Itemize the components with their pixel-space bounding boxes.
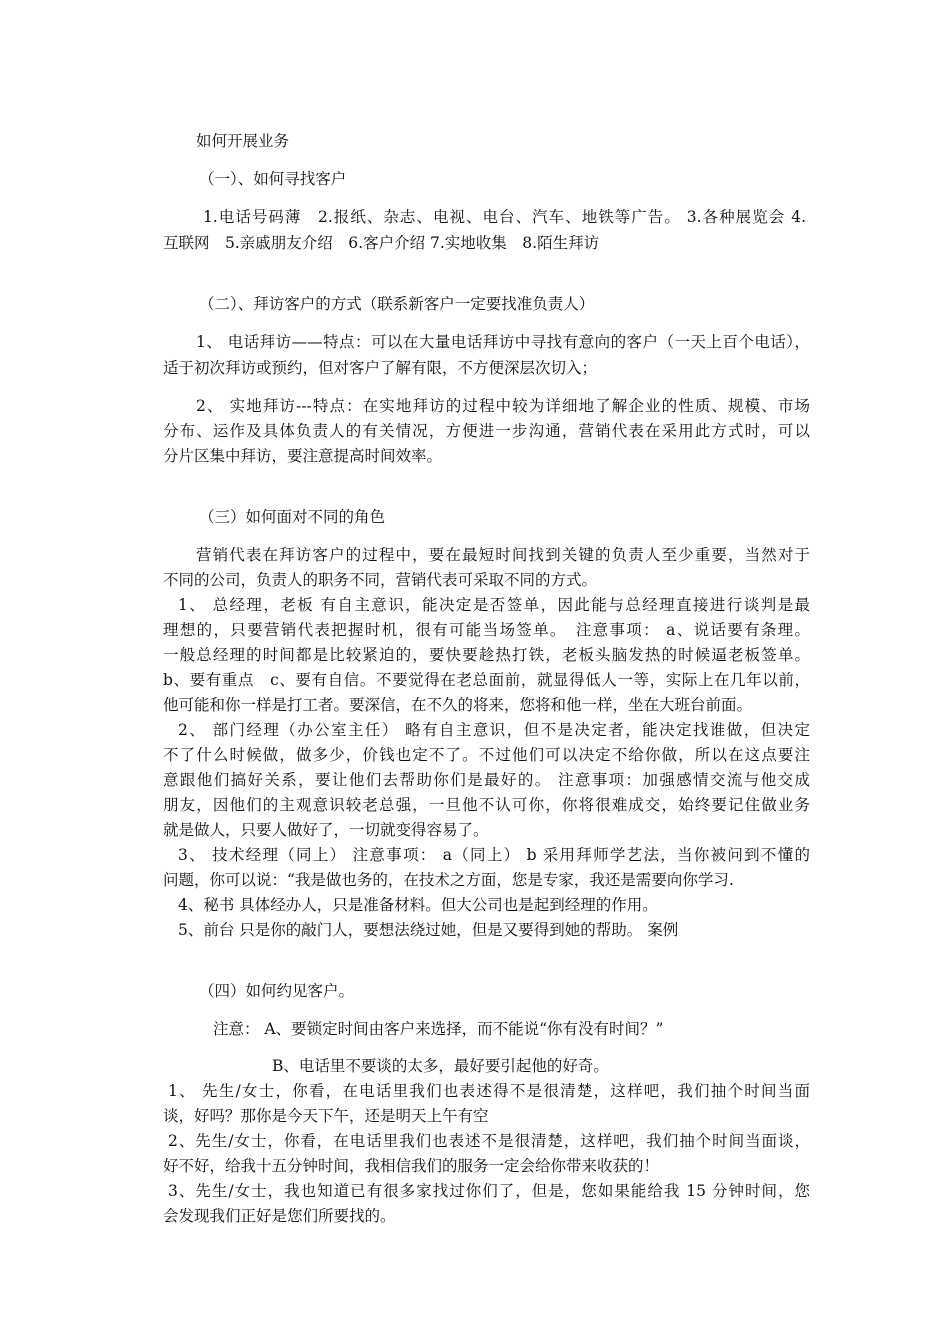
section4-item3-line-2: 会发现我们正好是您们所要找的。	[163, 1207, 396, 1225]
section1-heading: （一）、如何寻找客户	[199, 170, 347, 188]
section2-heading: （二）、拜访客户的方式（联系新客户一定要找准负责人）	[199, 295, 595, 313]
section4-item1-line-2: 谈，好吗？那你是今天下午，还是明天上午有空	[163, 1107, 489, 1125]
section4-item2-line-2: 好不好，给我十五分钟时间，我相信我们的服务一定会给你带来收获的！	[163, 1157, 660, 1175]
section3-intro-line-1: 营销代表在拜访客户的过程中，要在最短时间找到关键的负责人至少重要，当然对于	[196, 546, 810, 564]
document-title: 如何开展业务	[196, 132, 290, 150]
section3-item1-line-5: 他可能和你一样是打工者。要深信，在不久的将来，您将和他一样，坐在大班台前面。	[163, 696, 753, 714]
section3-item2-line-4: 朋友，因他们的主观意识较老总强，一旦他不认可你，你将很难成交，始终要记住做业务	[163, 796, 810, 814]
section2-item2-line-3: 分片区集中拜访，要注意提高时间效率。	[163, 447, 443, 465]
section3-item1-line-4: b、要有重点 c、要有自信。不要觉得在老总面前，就显得低人一等，实际上在几年以前，	[163, 671, 810, 689]
section4-note-b: B、电话里不要谈的太多，最好要引起他的好奇。	[272, 1057, 609, 1075]
section3-item5: 5、前台 只是你的敲门人，要想法绕过她，但是又要得到她的帮助。 案例	[178, 921, 679, 939]
section1-line-2: 互联网 5.亲戚朋友介绍 6.客户介绍 7.实地收集 8.陌生拜访	[163, 234, 600, 252]
section2-item2-line-2: 分布、运作及具体负责人的有关情况，方便进一步沟通，营销代表在采用此方式时，可以	[163, 422, 810, 440]
section3-heading: （三）如何面对不同的角色	[199, 508, 386, 526]
section2-item2-line-1: 2、 实地拜访---特点：在实地拜访的过程中较为详细地了解企业的性质、规模、市场	[196, 397, 810, 415]
section4-note-a: 注意： A、要锁定时间由客户来选择，而不能说“你有没有时间？”	[213, 1020, 664, 1038]
section3-item1-line-1: 1、 总经理，老板 有自主意识，能决定是否签单，因此能与总经理直接进行谈判是最	[178, 596, 810, 614]
section3-item3-line-2: 问题，你可以说：“我是做也务的，在技术之方面，您是专家，我还是需要向你学习.	[163, 871, 734, 889]
section4-heading: （四）如何约见客户。	[199, 982, 355, 1000]
section3-item2-line-2: 不了什么时候做，做多少，价钱也定不了。不过他们可以决定不给你做，所以在这点要注	[163, 746, 810, 764]
section3-item2-line-5: 就是做人，只要人做好了，一切就变得容易了。	[163, 821, 489, 839]
section2-item1-line-2: 适于初次拜访或预约，但对客户了解有限，不方便深层次切入；	[163, 359, 598, 377]
section3-intro-line-2: 不同的公司，负责人的职务不同，营销代表可采取不同的方式。	[163, 571, 598, 589]
section3-item4: 4、秘书 具体经办人，只是准备材料。但大公司也是起到经理的作用。	[178, 896, 658, 914]
section3-item1-line-2: 理想的，只要营销代表把握时机，很有可能当场签单。 注意事项： a、说话要有条理。	[163, 621, 810, 639]
section2-item1-line-1: 1、 电话拜访——特点：可以在大量电话拜访中寻找有意向的客户（一天上百个电话），	[196, 333, 810, 351]
section1-line-1: 1.电话号码薄 2.报纸、杂志、电视、电台、汽车、地铁等广告。 3.各种展览会 4.	[203, 208, 806, 226]
section3-item2-line-3: 意跟他们搞好关系，要让他们去帮助你们是最好的。 注意事项：加强感情交流与他交成	[163, 771, 810, 789]
section4-item1-line-1: 1、 先生/女士，你看，在电话里我们也表述得不是很清楚，这样吧，我们抽个时间当面	[168, 1082, 810, 1100]
section4-item3-line-1: 3、先生/女士，我也知道已有很多家找过你们了，但是，您如果能给我 15 分钟时间，您	[168, 1182, 810, 1200]
section3-item2-line-1: 2、 部门经理（办公室主任） 略有自主意识，但不是决定者，能决定找谁做，但决定	[178, 721, 810, 739]
section3-item3-line-1: 3、 技术经理（同上） 注意事项： a（同上） b 采用拜师学艺法，当你被问到不懂的	[178, 846, 810, 864]
section3-item1-line-3: 一般总经理的时间都是比较紧迫的，要快要趁热打铁，老板头脑发热的时候逼老板签单。	[163, 646, 810, 664]
section4-item2-line-1: 2、先生/女士，你看，在电话里我们也表述不是很清楚，这样吧，我们抽个时间当面谈，	[168, 1132, 810, 1150]
